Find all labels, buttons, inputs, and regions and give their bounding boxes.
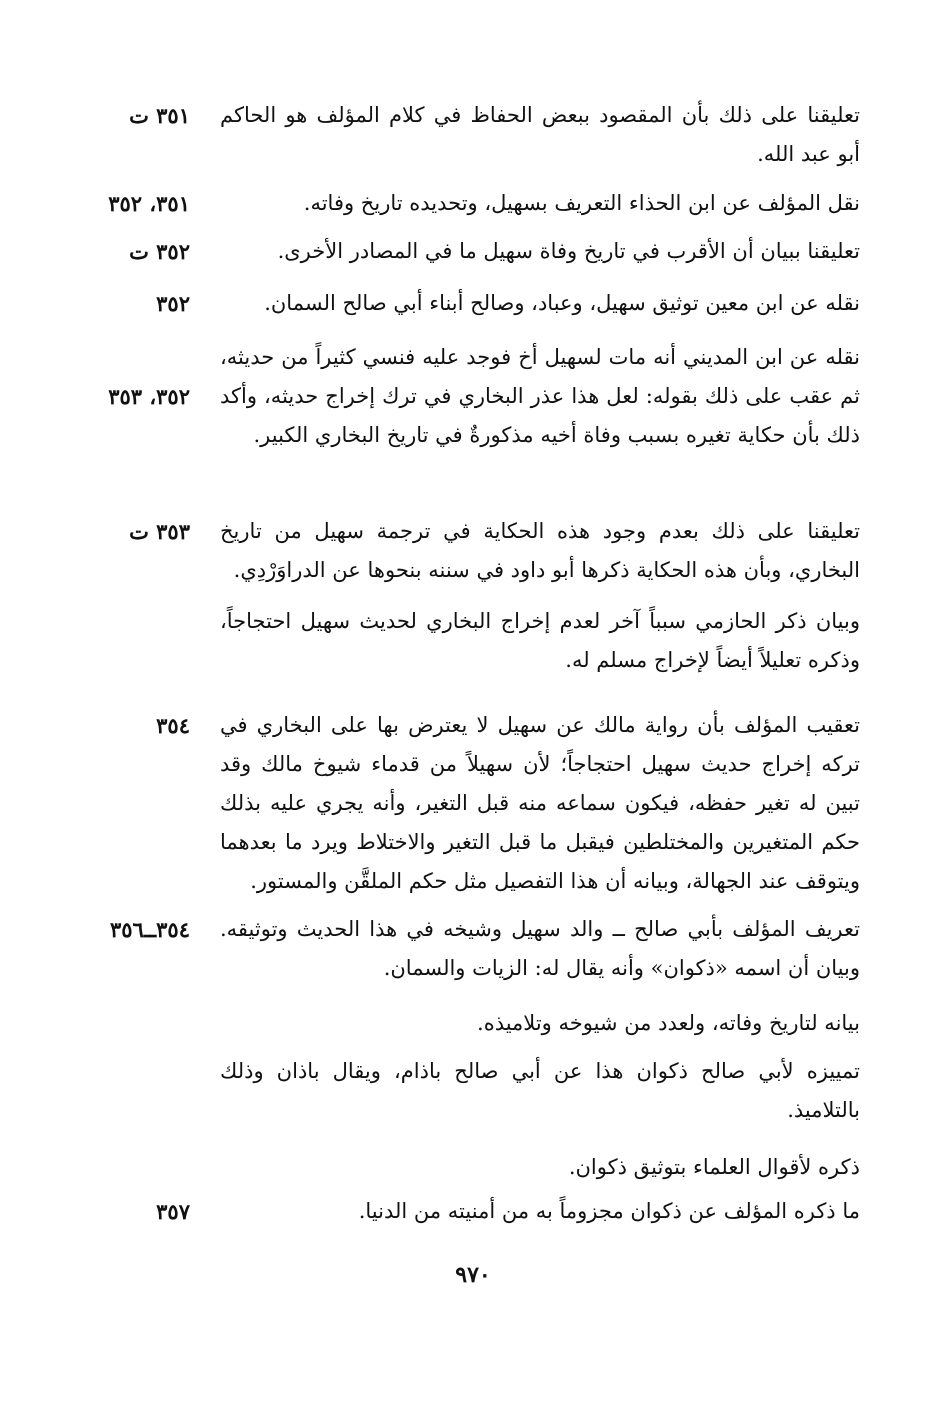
entry-text: تعليقنا على ذلك بعدم وجود هذه الحكاية في ترجمة سهيل من تاريخ البخاري، وبأن هذه الحكاية ذكرها أبو داود في سننه بنحوها عن الدراوَرْدِي. xyxy=(220,519,860,582)
page-number: ٩٧٠ xyxy=(455,1262,491,1288)
entry-page-reference: ٣٥٢ xyxy=(156,291,190,316)
entry-page-reference: ٣٥١، ٣٥٢ xyxy=(108,191,190,216)
entry-text: تمييزه لأبي صالح ذكوان هذا عن أبي صالح باذام، ويقال باذان وذلك بالتلاميذ. xyxy=(220,1059,860,1122)
entry-page-reference: ٣٥٢، ٣٥٣ xyxy=(108,384,190,409)
entry-page-reference: ٣٥١ ت xyxy=(129,103,190,128)
entry-text: تعريف المؤلف بأبي صالح ــ والد سهيل وشيخه في هذا الحديث وتوثيقه. وبيان أن اسمه «ذكوان» وأنه يقال له: الزيات والسمان. xyxy=(220,917,860,980)
entry-text: ذكره لأقوال العلماء بتوثيق ذكوان. xyxy=(568,1155,860,1179)
entry-page-reference: ٣٥٧ xyxy=(156,1199,190,1224)
entry-text: نقله عن ابن المديني أنه مات لسهيل أخ فوجد عليه فنسي كثيراً من حديثه، ثم عقب على ذلك بقوله: لعل هذا عذر البخاري في ترك إخراج حديثه، وأكد ذلك بأن حكاية تغيره بسبب وفاة أخيه مذكورةٌ في تاريخ البخاري الكبير. xyxy=(220,345,860,447)
entry-page-reference: ٣٥٢ ت xyxy=(129,239,190,264)
entry-page-reference: ٣٥٤ xyxy=(156,713,190,738)
entry-text: تعليقنا ببيان أن الأقرب في تاريخ وفاة سهيل ما في المصادر الأخرى. xyxy=(277,239,860,263)
entry-page-reference: ٣٥٤ــ٣٥٦ xyxy=(110,917,190,942)
entry-text: وبيان ذكر الحازمي سبباً آخر لعدم إخراج البخاري لحديث سهيل احتجاجاً، وذكره تعليلاً أيضاً لإخراج مسلم له. xyxy=(220,609,860,672)
entry-text: تعقيب المؤلف بأن رواية مالك عن سهيل لا يعترض بها على البخاري في تركه إخراج حديث سهيل احتجاجاً؛ لأن سهيلاً من قدماء شيوخ مالك وقد تبين له تغير حفظه، فيكون سماعه منه قبل التغير، وأنه يجري عليه بذلك حكم المتغيرين والمختلطين فيقبل ما قبل التغير والاختلاط ويرد ما بعدهما ويتوقف عند الجهالة، وبيانه أن هذا التفصيل مثل حكم الملقَّن والمستور. xyxy=(220,713,860,893)
entry-text: نقل المؤلف عن ابن الحذاء التعريف بسهيل، وتحديده تاريخ وفاته. xyxy=(303,191,860,215)
entry-text: تعليقنا على ذلك بأن المقصود ببعض الحفاظ في كلام المؤلف هو الحاكم أبو عبد الله. xyxy=(220,103,860,166)
entry-text: بيانه لتاريخ وفاته، ولعدد من شيوخه وتلاميذه. xyxy=(477,1011,860,1035)
entry-text: نقله عن ابن معين توثيق سهيل، وعباد، وصالح أبناء أبي صالح السمان. xyxy=(264,291,860,315)
entry-page-reference: ٣٥٣ ت xyxy=(129,519,190,544)
entry-text: ما ذكره المؤلف عن ذكوان مجزوماً به من أمنيته من الدنيا. xyxy=(358,1199,860,1223)
